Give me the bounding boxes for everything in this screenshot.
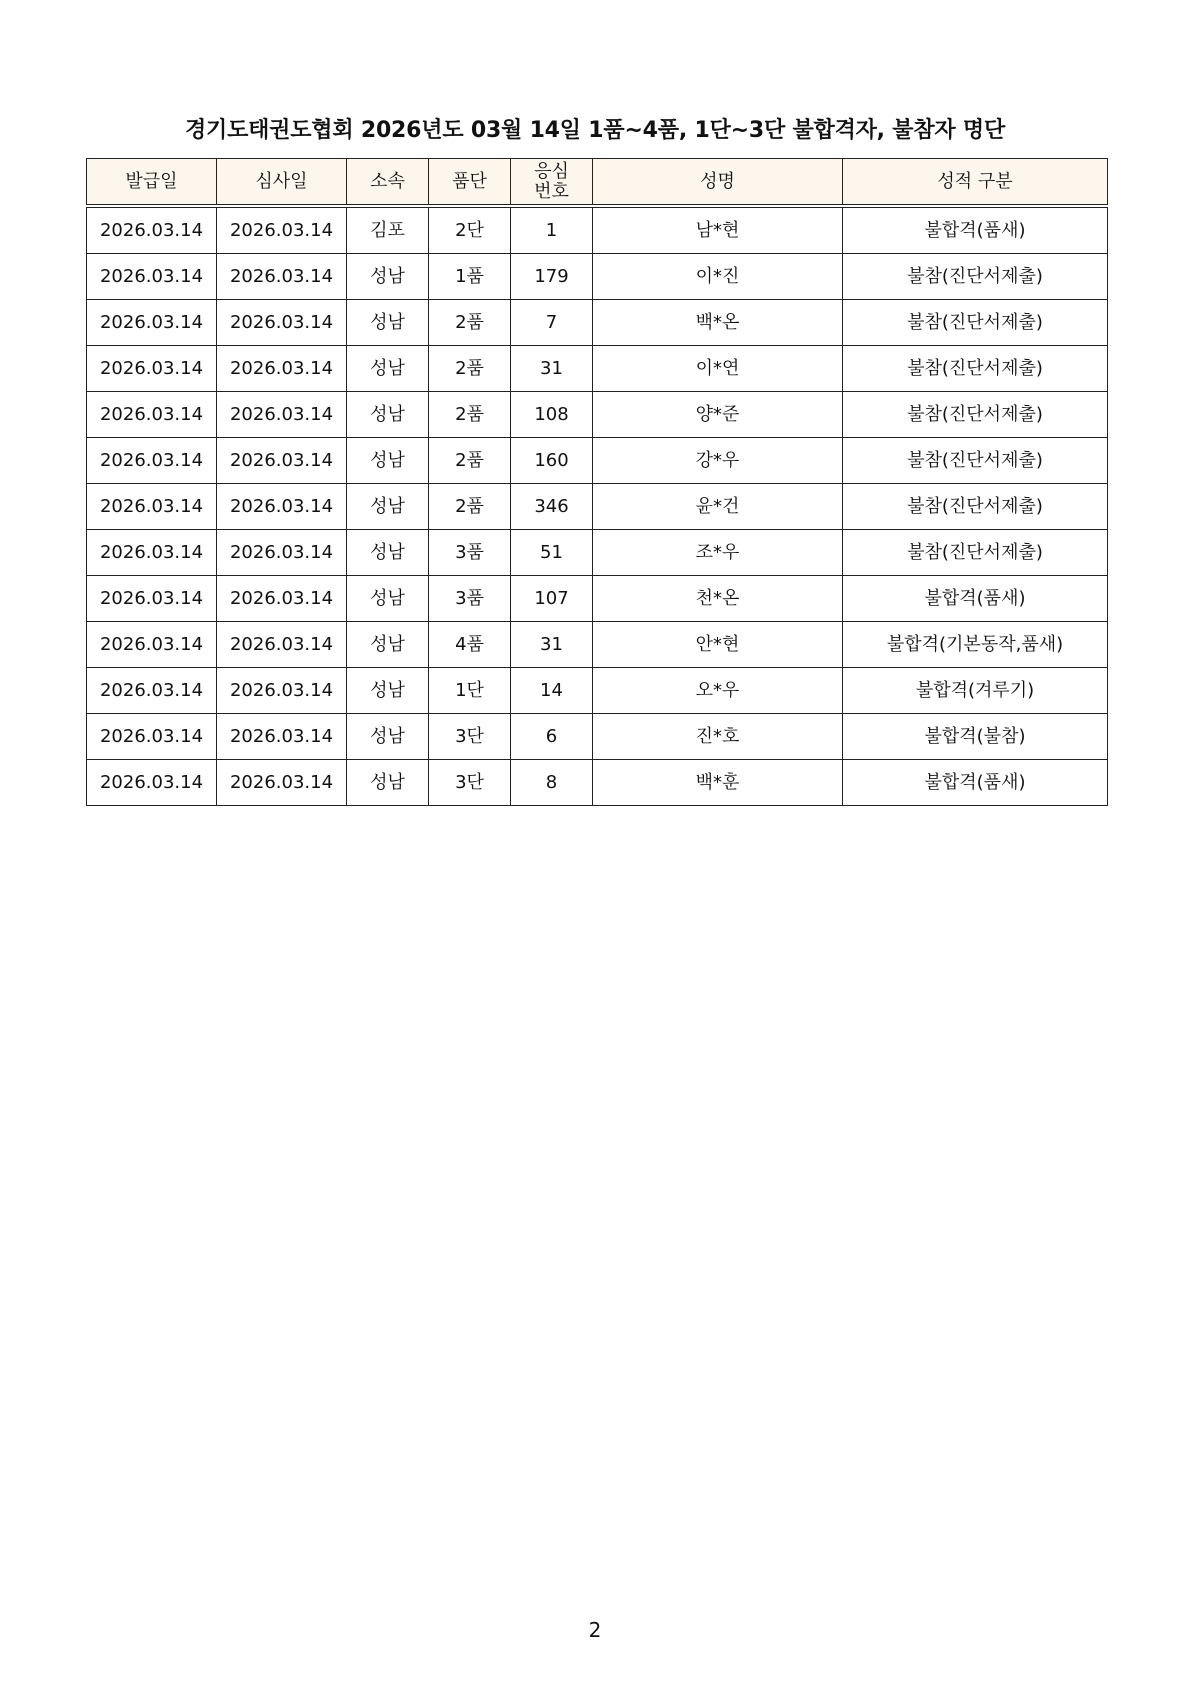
cell-rank: 3단 <box>429 760 511 806</box>
cell-result: 불참(진단서제출) <box>843 484 1108 530</box>
cell-affiliation: 성남 <box>347 300 429 346</box>
cell-exam-date: 2026.03.14 <box>217 206 347 254</box>
cell-name: 이*연 <box>593 346 843 392</box>
cell-exam-number: 7 <box>511 300 593 346</box>
cell-name: 조*우 <box>593 530 843 576</box>
header-exam-number-line1: 응심 <box>534 160 569 182</box>
cell-exam-date: 2026.03.14 <box>217 254 347 300</box>
cell-exam-date: 2026.03.14 <box>217 668 347 714</box>
cell-result: 불참(진단서제출) <box>843 300 1108 346</box>
table-row <box>87 254 1108 300</box>
cell-result: 불합격(기본동작,품새) <box>843 622 1108 668</box>
cell-exam-date: 2026.03.14 <box>217 346 347 392</box>
cell-affiliation: 성남 <box>347 714 429 760</box>
cell-name: 강*우 <box>593 438 843 484</box>
cell-affiliation: 성남 <box>347 760 429 806</box>
header-issue-date: 발급일 <box>87 159 217 207</box>
cell-exam-date: 2026.03.14 <box>217 300 347 346</box>
cell-exam-number: 31 <box>511 346 593 392</box>
cell-exam-number: 346 <box>511 484 593 530</box>
cell-exam-number: 14 <box>511 668 593 714</box>
table-row <box>87 668 1108 714</box>
cell-result: 불합격(품새) <box>843 576 1108 622</box>
cell-name: 천*온 <box>593 576 843 622</box>
cell-affiliation: 김포 <box>347 206 429 254</box>
cell-rank: 2품 <box>429 346 511 392</box>
cell-exam-date: 2026.03.14 <box>217 760 347 806</box>
cell-issue-date: 2026.03.14 <box>87 254 217 300</box>
table-row <box>87 576 1108 622</box>
cell-issue-date: 2026.03.14 <box>87 576 217 622</box>
table-body <box>87 206 1108 806</box>
cell-name: 백*온 <box>593 300 843 346</box>
cell-result: 불합격(품새) <box>843 206 1108 254</box>
cell-result: 불참(진단서제출) <box>843 438 1108 484</box>
cell-exam-date: 2026.03.14 <box>217 622 347 668</box>
cell-exam-date: 2026.03.14 <box>217 576 347 622</box>
cell-issue-date: 2026.03.14 <box>87 206 217 254</box>
document-title: 경기도태권도협회 2026년도 03월 14일 1품~4품, 1단~3단 불합격자, 불참자 명단 <box>184 118 1006 143</box>
cell-affiliation: 성남 <box>347 392 429 438</box>
cell-name: 백*훈 <box>593 760 843 806</box>
table-row <box>87 622 1108 668</box>
cell-name: 남*현 <box>593 206 843 254</box>
cell-rank: 3품 <box>429 530 511 576</box>
cell-exam-number: 108 <box>511 392 593 438</box>
cell-rank: 3품 <box>429 576 511 622</box>
cell-exam-date: 2026.03.14 <box>217 392 347 438</box>
table-row <box>87 438 1108 484</box>
cell-name: 양*준 <box>593 392 843 438</box>
cell-rank: 2단 <box>429 206 511 254</box>
cell-affiliation: 성남 <box>347 254 429 300</box>
cell-name: 이*진 <box>593 254 843 300</box>
cell-exam-number: 8 <box>511 760 593 806</box>
table-row <box>87 300 1108 346</box>
cell-issue-date: 2026.03.14 <box>87 346 217 392</box>
cell-affiliation: 성남 <box>347 530 429 576</box>
cell-rank: 4품 <box>429 622 511 668</box>
cell-result: 불참(진단서제출) <box>843 392 1108 438</box>
table-row <box>87 484 1108 530</box>
cell-affiliation: 성남 <box>347 346 429 392</box>
header-rank: 품단 <box>429 159 511 207</box>
cell-issue-date: 2026.03.14 <box>87 760 217 806</box>
cell-rank: 3단 <box>429 714 511 760</box>
table-row <box>87 530 1108 576</box>
header-name: 성명 <box>593 159 843 207</box>
cell-affiliation: 성남 <box>347 438 429 484</box>
cell-issue-date: 2026.03.14 <box>87 530 217 576</box>
cell-name: 진*호 <box>593 714 843 760</box>
header-result: 성적 구분 <box>843 159 1108 207</box>
cell-rank: 2품 <box>429 392 511 438</box>
cell-issue-date: 2026.03.14 <box>87 484 217 530</box>
cell-exam-number: 160 <box>511 438 593 484</box>
cell-issue-date: 2026.03.14 <box>87 668 217 714</box>
cell-name: 안*현 <box>593 622 843 668</box>
cell-rank: 2품 <box>429 484 511 530</box>
result-table <box>86 158 1108 806</box>
cell-issue-date: 2026.03.14 <box>87 714 217 760</box>
cell-issue-date: 2026.03.14 <box>87 438 217 484</box>
cell-result: 불합격(겨루기) <box>843 668 1108 714</box>
header-row <box>87 159 1108 207</box>
cell-affiliation: 성남 <box>347 484 429 530</box>
cell-result: 불참(진단서제출) <box>843 346 1108 392</box>
cell-affiliation: 성남 <box>347 576 429 622</box>
header-exam-number <box>511 159 593 207</box>
table-row <box>87 346 1108 392</box>
cell-result: 불참(진단서제출) <box>843 254 1108 300</box>
page-number: 2 <box>588 1618 602 1642</box>
cell-name: 오*우 <box>593 668 843 714</box>
cell-exam-number: 179 <box>511 254 593 300</box>
cell-result: 불참(진단서제출) <box>843 530 1108 576</box>
header-exam-number-line2: 번호 <box>534 180 569 202</box>
cell-rank: 2품 <box>429 438 511 484</box>
header-affiliation: 소속 <box>347 159 429 207</box>
cell-exam-number: 1 <box>511 206 593 254</box>
cell-affiliation: 성남 <box>347 668 429 714</box>
cell-issue-date: 2026.03.14 <box>87 300 217 346</box>
table-header <box>87 159 1108 207</box>
cell-name: 윤*건 <box>593 484 843 530</box>
cell-exam-number: 51 <box>511 530 593 576</box>
cell-exam-number: 6 <box>511 714 593 760</box>
table-row <box>87 392 1108 438</box>
header-exam-date: 심사일 <box>217 159 347 207</box>
cell-rank: 1품 <box>429 254 511 300</box>
cell-rank: 2품 <box>429 300 511 346</box>
cell-issue-date: 2026.03.14 <box>87 622 217 668</box>
cell-exam-date: 2026.03.14 <box>217 530 347 576</box>
cell-exam-number: 31 <box>511 622 593 668</box>
table-row <box>87 206 1108 254</box>
cell-exam-date: 2026.03.14 <box>217 714 347 760</box>
cell-issue-date: 2026.03.14 <box>87 392 217 438</box>
cell-result: 불합격(불참) <box>843 714 1108 760</box>
cell-exam-number: 107 <box>511 576 593 622</box>
cell-result: 불합격(품새) <box>843 760 1108 806</box>
cell-rank: 1단 <box>429 668 511 714</box>
cell-affiliation: 성남 <box>347 622 429 668</box>
table-row <box>87 714 1108 760</box>
table-row <box>87 760 1108 806</box>
cell-exam-date: 2026.03.14 <box>217 484 347 530</box>
cell-exam-date: 2026.03.14 <box>217 438 347 484</box>
